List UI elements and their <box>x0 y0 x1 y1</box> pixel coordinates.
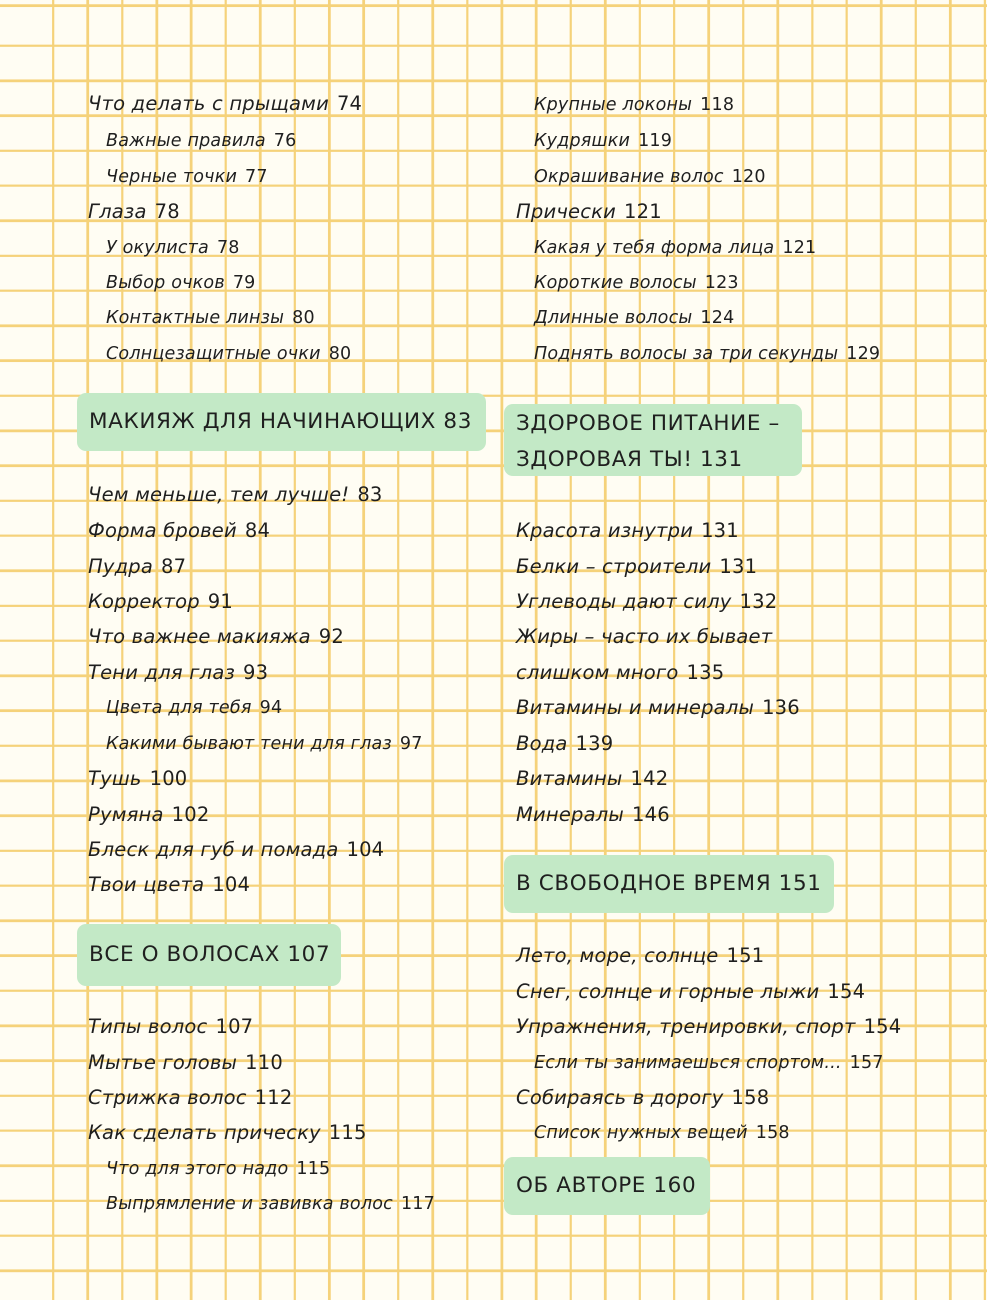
toc-entry-continuation: слишком много 135 <box>516 661 725 684</box>
toc-entry: Лето, море, солнце 151 <box>516 944 765 967</box>
toc-entry: Тени для глаз 93 <box>88 661 269 684</box>
toc-subentry: Окрашивание волос 120 <box>534 167 766 187</box>
toc-subentry: Важные правила 76 <box>106 131 297 151</box>
toc-subentry: Контактные линзы 80 <box>106 308 315 328</box>
toc-entry: Прически 121 <box>516 200 662 223</box>
toc-entry: Витамины 142 <box>516 767 669 790</box>
toc-entry: Минералы 146 <box>516 803 670 826</box>
toc-entry: Стрижка волос 112 <box>88 1086 293 1109</box>
toc-entry: Твои цвета 104 <box>88 873 251 896</box>
section-heading-about-author: ОБ АВТОРЕ 160 <box>504 1157 710 1215</box>
toc-entry: Как сделать прическу 115 <box>88 1121 367 1144</box>
toc-entry: Пудра 87 <box>88 555 187 578</box>
section-heading-makeup: МАКИЯЖ ДЛЯ НАЧИНАЮЩИХ 83 <box>77 393 486 451</box>
toc-entry: Красота изнутри 131 <box>516 519 739 542</box>
toc-entry: Углеводы дают силу 132 <box>516 590 778 613</box>
toc-subentry: У окулиста 78 <box>106 238 240 258</box>
toc-subentry: Выпрямление и завивка волос 117 <box>106 1194 435 1214</box>
section-heading-hair: ВСЕ О ВОЛОСАХ 107 <box>77 924 341 986</box>
toc-entry: Упражнения, тренировки, спорт 154 <box>516 1015 902 1038</box>
toc-subentry: Поднять волосы за три секунды 129 <box>534 344 881 364</box>
toc-entry: Блеск для губ и помада 104 <box>88 838 385 861</box>
toc-entry: Типы волос 107 <box>88 1015 254 1038</box>
toc-subentry: Кудряшки 119 <box>534 131 673 151</box>
toc-subentry: Что для этого надо 115 <box>106 1159 331 1179</box>
toc-subentry: Список нужных вещей 158 <box>534 1123 790 1143</box>
toc-entry: Вода 139 <box>516 732 614 755</box>
toc-subentry: Какими бывают тени для глаз 97 <box>106 734 423 754</box>
toc-entry: Глаза 78 <box>88 200 180 223</box>
toc-subentry: Черные точки 77 <box>106 167 268 187</box>
toc-subentry: Крупные локоны 118 <box>534 95 735 115</box>
section-heading-nutrition: ЗДОРОВОЕ ПИТАНИЕ – ЗДОРОВАЯ ТЫ! 131 <box>504 404 802 476</box>
toc-entry: Чем меньше, тем лучше! 83 <box>88 483 383 506</box>
toc-entry: Румяна 102 <box>88 803 210 826</box>
toc-entry: Что важнее макияжа 92 <box>88 625 344 648</box>
toc-entry: Корректор 91 <box>88 590 233 613</box>
toc-entry: Мытье головы 110 <box>88 1051 283 1074</box>
toc-subentry: Солнцезащитные очки 80 <box>106 344 352 364</box>
toc-subentry: Если ты занимаешься спортом... 157 <box>534 1053 884 1073</box>
toc-entry: Жиры – часто их бывает <box>516 625 773 648</box>
toc-subentry: Короткие волосы 123 <box>534 273 739 293</box>
toc-entry: Что делать с прыщами 74 <box>88 92 363 115</box>
toc-subentry: Длинные волосы 124 <box>534 308 735 328</box>
toc-subentry: Выбор очков 79 <box>106 273 256 293</box>
toc-entry: Витамины и минералы 136 <box>516 696 800 719</box>
toc-entry: Форма бровей 84 <box>88 519 271 542</box>
toc-entry: Снег, солнце и горные лыжи 154 <box>516 980 866 1003</box>
toc-entry: Собираясь в дорогу 158 <box>516 1086 770 1109</box>
section-heading-free-time: В СВОБОДНОЕ ВРЕМЯ 151 <box>504 855 834 913</box>
toc-entry: Белки – строители 131 <box>516 555 758 578</box>
toc-subentry: Какая у тебя форма лица 121 <box>534 238 817 258</box>
toc-entry: Тушь 100 <box>88 767 188 790</box>
toc-subentry: Цвета для тебя 94 <box>106 698 283 718</box>
